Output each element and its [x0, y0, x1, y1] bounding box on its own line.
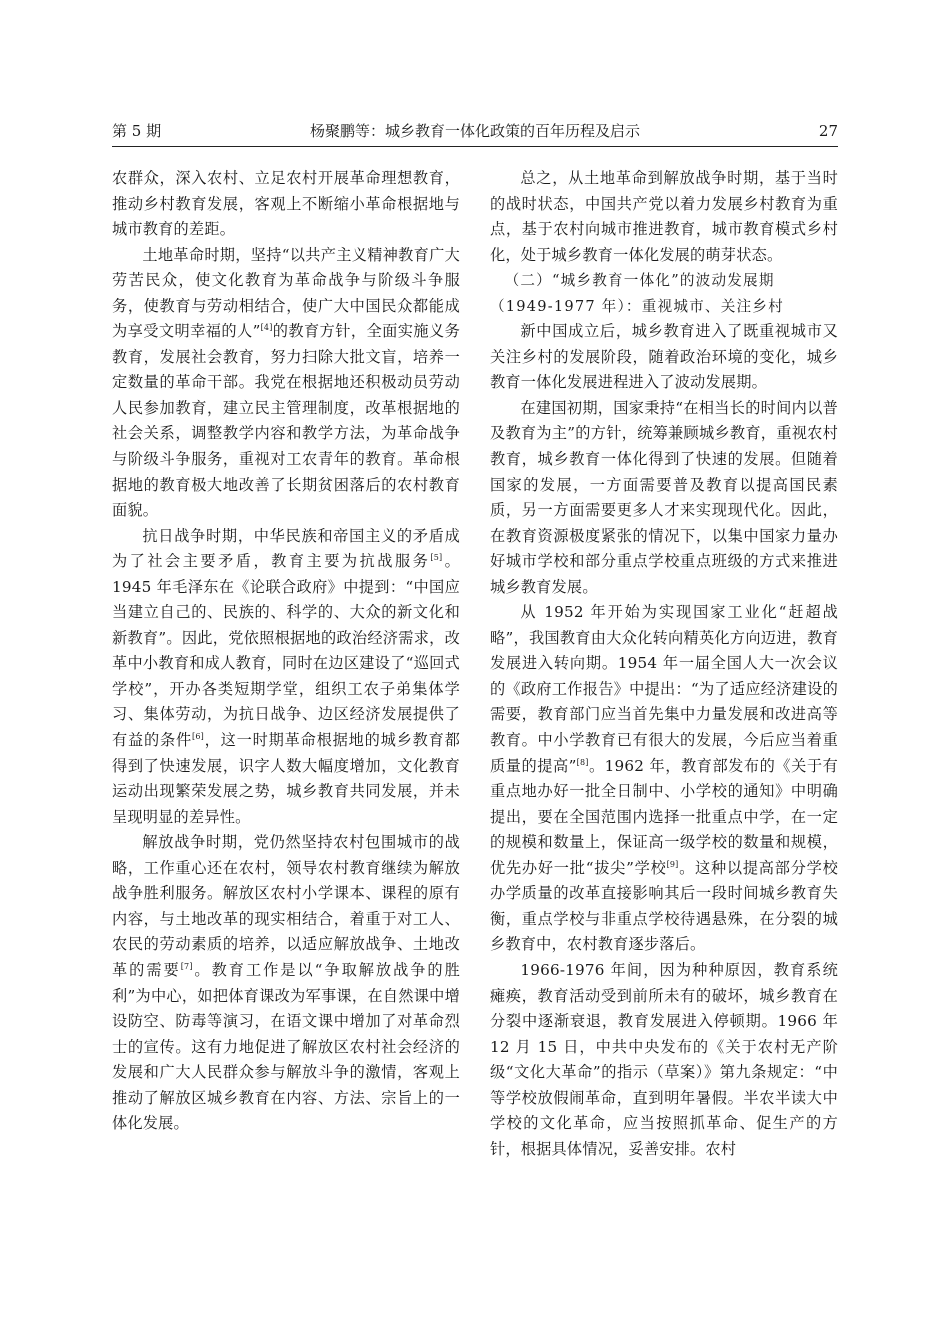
text-segment: 。: [442, 552, 460, 571]
citation-5: [5]: [430, 553, 443, 563]
paragraph-anti-japanese-war: [112, 524, 460, 831]
page-number: 27: [818, 122, 838, 140]
paragraph-1966-1976: 1966-1976 年间，因为种种原因，教育系统瘫痪，教育活动受到前所未有的破坏，城乡教育在分裂中逐渐衰退，教育发展进入停顿期。1966 年 12 月 15 日，中共中央发布的《关于农村无产阶级“文化大革命”的指示（草案）》第九条规定：“中等学校放假闹革命，直到明年暑假。半农半读大中学校的文化革命，应当按照抓革命、促生产的方针，根据具体情况，妥善安排。农村: [490, 960, 838, 1158]
text-segment: 。教育工作是以“争取解放战争的胜利”为中心，如把体育课改为军事课，在自然课中增设防空、防毒等演习，在语文课中增加了对革命烈士的宣传。这有力地促进了解放区农村社会经济的发展和广大人民群众参与解放斗争的激情，客观上推动了解放区城乡教育在内容、方法、宗旨上的一体化发展。: [112, 960, 460, 1133]
text-segment: 。1962 年，教育部发布的《关于有重点地办好一批全日制中、小学校的通知》中明确提出，要在全国范围内选择一批重点中学，在一定的规模和数量上，保证高一级学校的数量和规模，优先办好一批“拔尖”学校: [490, 756, 838, 877]
text-segment: 土地革命时期，坚持“以共产主义精神教育广大劳苦民众，使文化教育为革命战争与阶级斗争服务，使教育与劳动相结合，使广大中国民众都能成为享受文明幸福的人”: [112, 245, 460, 341]
running-title: 杨聚鹏等：城乡教育一体化政策的百年历程及启示: [309, 122, 640, 140]
citation-6: [6]: [192, 732, 204, 742]
left-column: [112, 166, 460, 1137]
citation-9: [9]: [666, 859, 679, 869]
paragraph-continued: 农群众，深入农村、立足农村开展革命理想教育，推动乡村教育发展，客观上不断缩小革命根据地与城市教育的差距。: [112, 169, 460, 239]
paragraph-1952-shift: [490, 600, 838, 958]
issue-number: 第 5 期: [112, 122, 162, 140]
text-segment: ，这一时期革命根据地的城乡教育都得到了快速发展，识字人数大幅度增加，文化教育运动出现繁荣发展之势，城乡教育共同发展，并未呈现明显的差异性。: [112, 731, 460, 826]
right-column: [490, 166, 838, 1162]
text-segment: 的教育方针，全面实施义务教育，发展社会教育，努力扫除大批文盲，培养一定数量的革命干部。我党在根据地还积极动员劳动人民参加教育，建立民主管理制度，改革根据地的社会关系，调整教学内容和教学方法，为革命战争与阶级斗争服务，重视对工农青年的教育。革命根据地的教育极大地改善了长期贫困落后的农村教育面貌。: [112, 322, 460, 520]
header-rule: [112, 146, 838, 147]
running-header: [112, 120, 838, 142]
section-heading-line2: （1949-1977 年）：重视城市、关注乡村: [490, 297, 784, 315]
text-segment: 抗日战争时期，中华民族和帝国主义的矛盾成为了社会主要矛盾，教育主要为抗战服务: [112, 526, 460, 571]
paragraph-early-founding: 在建国初期，国家秉持“在相当长的时间内以普及教育为主”的方针，统筹兼顾城乡教育，重视农村教育，城乡教育一体化得到了快速的发展。但随着国家的发展，一方面需要普及教育以提高国民素质，另一方面需要更多人才来实现现代化。因此，在教育资源极度紧张的情况下，以集中国家力量办好城市学校和部分重点学校重点班级的方式来推进城乡教育发展。: [490, 398, 838, 596]
paragraph-new-china: 新中国成立后，城乡教育进入了既重视城市又关注乡村的发展阶段，随着政治环境的变化，城乡教育一体化发展进程进入了波动发展期。: [490, 322, 838, 392]
text-segment: 解放战争时期，党仍然坚持农村包围城市的战略，工作重心还在农村，领导农村教育继续为解放战争胜利服务。解放区农村小学课本、课程的原有内容，与土地改革的现实相结合，着重于对工人、农民的劳动素质的培养，以适应解放战争、土地改革的需要: [112, 833, 460, 979]
text-segment: 。这种以提高部分学校办学质量的改革直接影响其后一段时间城乡教育失衡，重点学校与非重点学校待遇悬殊，在分裂的城乡教育中，农村教育逐步落后。: [490, 858, 838, 954]
paragraph-liberation-war: [112, 830, 460, 1137]
section-heading-line1: （二）“城乡教育一体化”的波动发展期: [504, 272, 775, 290]
paragraph-land-revolution: [112, 243, 460, 524]
text-segment: 1945 年毛泽东在《论联合政府》中提到：“中国应当建立自己的、民族的、科学的、大众的新文化和新教育”。因此，党依照根据地的政治经济需求，改革中小教育和成人教育，同时在边区建设了“巡回式学校”，开办各类短期学堂，组织工农子弟集体学习、集体劳动，为抗日战争、边区经济发展提供了有益的条件: [112, 577, 460, 750]
paragraph-summary: 总之，从土地革命到解放战争时期，基于当时的战时状态，中国共产党以着力发展乡村教育为重点，基于农村向城市推进教育，城市教育模式乡村化，处于城乡教育一体化发展的萌芽状态。: [490, 169, 838, 264]
citation-4: [4]: [260, 323, 273, 333]
text-segment: 从 1952 年开始为实现国家工业化“赶超战略”，我国教育由大众化转向精英化方向迈进，教育发展进入转向期。1954 年一届全国人大一次会议的《政府工作报告》中提出：“为了适应经济建设的需要，教育部门应当首先集中力量发展和改进高等教育。中小学教育已有很大的发展，今后应当着重质量的提高”: [490, 603, 838, 775]
citation-8: [8]: [576, 757, 589, 767]
citation-7: [7]: [180, 961, 193, 971]
